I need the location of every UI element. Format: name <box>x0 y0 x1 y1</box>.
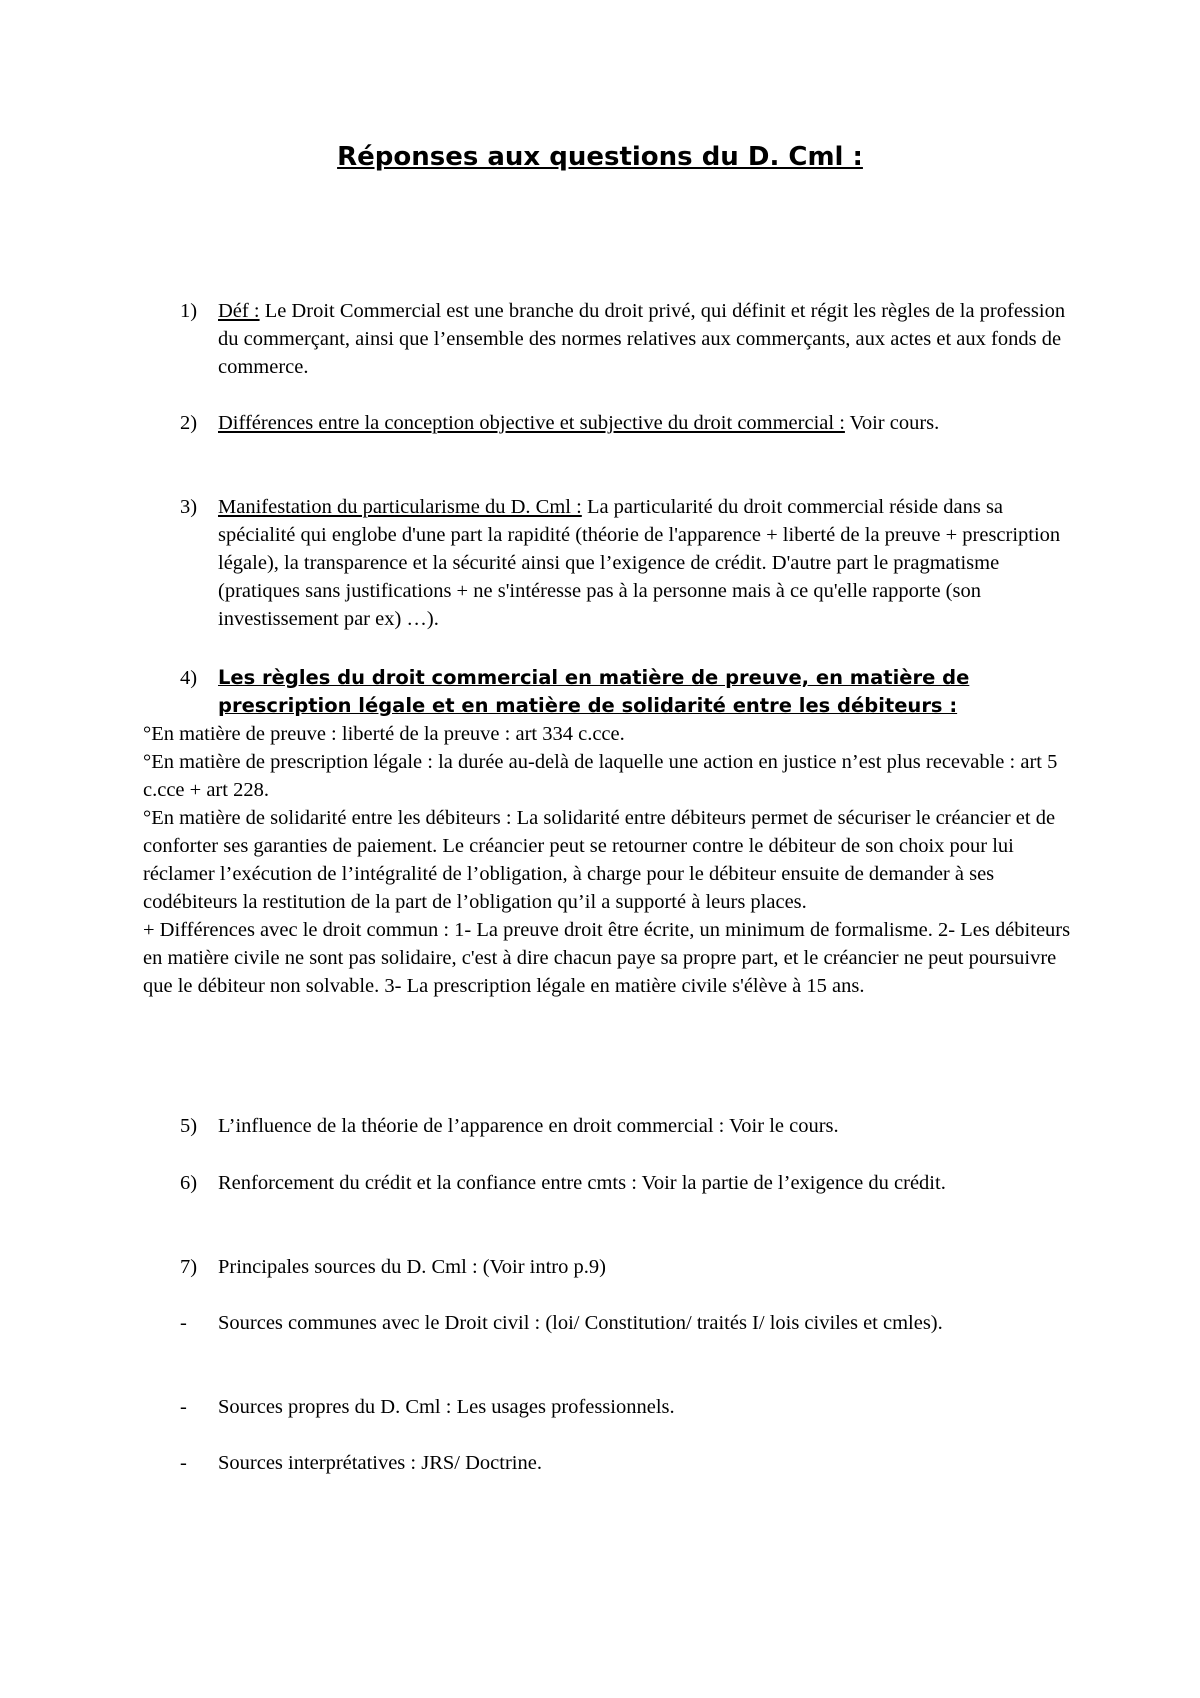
answer-4-line-solidarite: °En matière de solidarité entre les débiteurs : La solidarité entre débiteurs permet de sécuriser le créancier et de conforter ses garanties de paiement. Le créancier peut se retourner contre le débiteur de son choix pour lui réclamer l’exécution de l’intégralité de l’obligation, à charge pour le débiteur ensuite de demander à ses codébiteurs la restitution de la part de l’obligation qu’il a supporté à leurs places. <box>143 807 1056 913</box>
answer-item-5 <box>180 1112 1080 1140</box>
item-text: Sources propres du D. Cml : Les usages professionnels. <box>218 1396 675 1418</box>
answer-item-7 <box>180 1253 1080 1281</box>
item-content <box>218 1309 1080 1337</box>
item-text: La particularité du droit commercial réside dans sa spécialité qui englobe d'une part la rapidité (théorie de l'apparence + liberté de la preuve + prescription légale), la transparence et la sécurité ainsi que l’exigence de crédit. D'autre part le pragmatisme (pratiques sans justifications + ne s'intéresse pas à la personne mais à ce qu'elle rapporte (son investissement par ex) …). <box>218 496 1061 630</box>
answer-item-6 <box>180 1169 1080 1197</box>
item-label: Différences entre la conception objective et subjective du droit commercial : <box>218 412 845 434</box>
sources-bullet-2 <box>180 1393 1080 1421</box>
item-content <box>218 297 1080 381</box>
sources-bullet-1 <box>180 1309 1080 1337</box>
answer-4-line-preuve: °En matière de preuve : liberté de la preuve : art 334 c.cce. <box>143 723 625 745</box>
answer-item-2 <box>180 409 1080 437</box>
item-text: Voir cours. <box>844 412 940 434</box>
item-content <box>218 664 1080 720</box>
bullet-dash: - <box>180 1396 187 1418</box>
item-text: Principales sources du D. Cml : (Voir intro p.9) <box>218 1256 606 1278</box>
bullet-dash: - <box>180 1452 187 1474</box>
bullet-dash: - <box>180 1312 187 1334</box>
item-label: Les règles du droit commercial en matière de preuve, en matière de prescription légale et en matière de solidarité entre les débiteurs : <box>218 666 970 717</box>
item-text: L’influence de la théorie de l’apparence en droit commercial : Voir le cours. <box>218 1115 839 1137</box>
item-label: Manifestation du particularisme du D. Cml : <box>218 496 582 518</box>
item-content <box>218 1253 1080 1281</box>
answer-4-line-differences: + Différences avec le droit commun : 1- La preuve droit être écrite, un minimum de formalisme. 2- Les débiteurs en matière civile ne sont pas solidaire, c'est à dire chacun paye sa propre part, et le créancier ne peut poursuivre que le débiteur non solvable. 3- La prescription légale en matière civile s'élève à 15 ans. <box>143 919 1071 997</box>
item-content <box>218 1449 1080 1477</box>
answer-item-4 <box>180 664 1080 720</box>
item-number: 4) <box>180 667 198 689</box>
item-content <box>218 1112 1080 1140</box>
item-content <box>218 1393 1080 1421</box>
item-number: 6) <box>180 1172 198 1194</box>
item-number: 1) <box>180 300 198 322</box>
item-label: Déf : <box>218 300 260 322</box>
sources-bullet-3 <box>180 1449 1080 1477</box>
answer-4-line-prescription: °En matière de prescription légale : la durée au-delà de laquelle une action en justice n’est plus recevable : art 5 c.cce + art 228. <box>143 751 1058 801</box>
item-content <box>218 1169 1080 1197</box>
answer-item-1 <box>180 297 1080 381</box>
item-number: 5) <box>180 1115 198 1137</box>
item-number: 2) <box>180 412 198 434</box>
answer-item-3 <box>180 493 1080 633</box>
item-text: Renforcement du crédit et la confiance entre cmts : Voir la partie de l’exigence du crédit. <box>218 1172 946 1194</box>
item-text: Sources interprétatives : JRS/ Doctrine. <box>218 1452 542 1474</box>
item-number: 3) <box>180 496 198 518</box>
answer-4-body <box>143 720 1073 1000</box>
page-title: Réponses aux questions du D. Cml : <box>337 142 863 172</box>
item-text: Le Droit Commercial est une branche du droit privé, qui définit et régit les règles de la profession du commerçant, ainsi que l’ensemble des normes relatives aux commerçants, aux actes et aux fonds de commerce. <box>218 300 1066 378</box>
item-content <box>218 409 1080 437</box>
item-text: Sources communes avec le Droit civil : (loi/ Constitution/ traités I/ lois civiles et cmles). <box>218 1312 943 1334</box>
item-content <box>218 493 1080 633</box>
item-number: 7) <box>180 1256 198 1278</box>
